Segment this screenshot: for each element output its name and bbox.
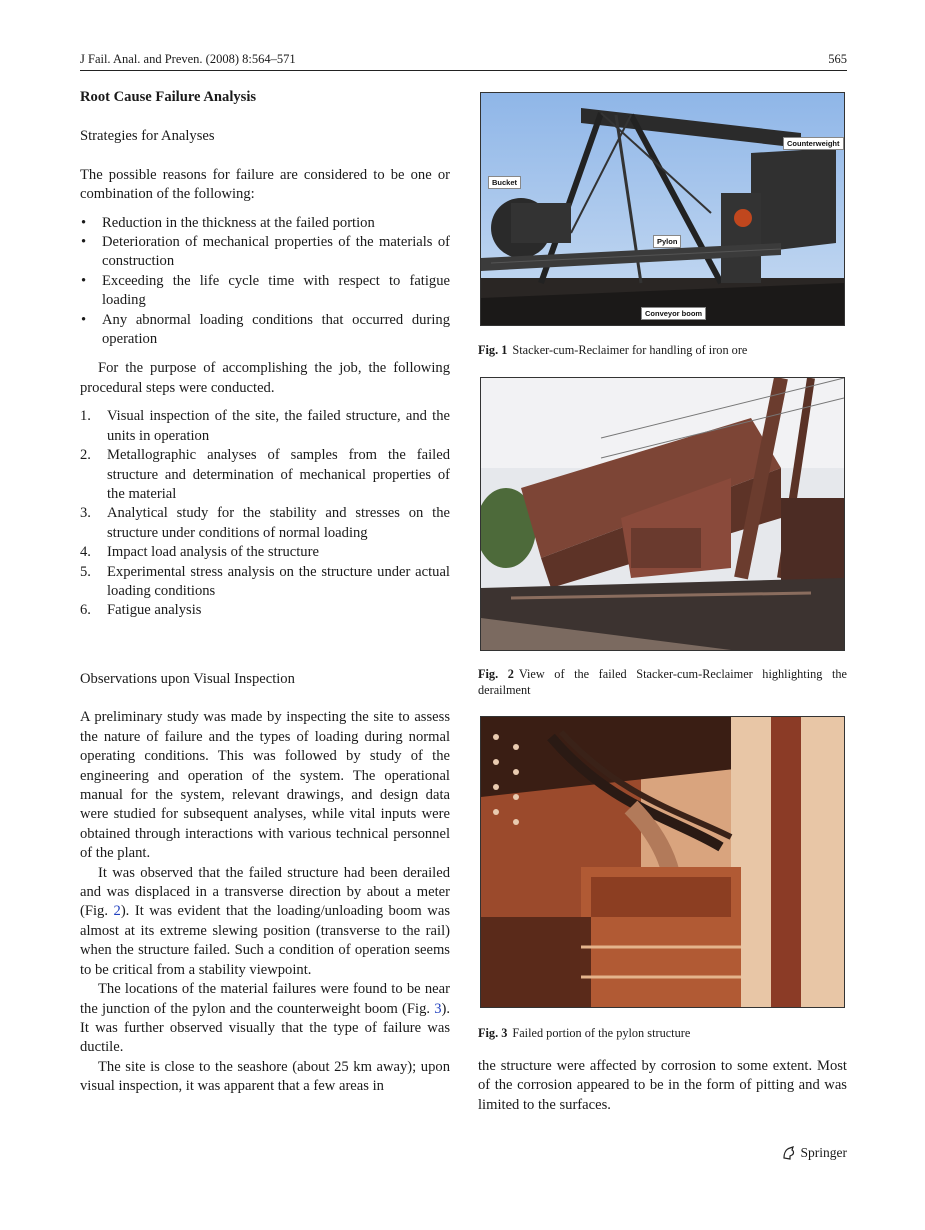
intro-paragraph: The possible reasons for failure are considered to be one or combination of the following: [80, 166, 450, 203]
step-number: 3. [80, 505, 91, 522]
obs-paragraph [80, 980, 450, 1058]
list-item: • Deterioration of mechanical properties of the materials of construction [80, 233, 450, 272]
caption-text: Stacker-cum-Reclaimer for handling of iron ore [512, 343, 748, 357]
left-column [80, 88, 450, 621]
springer-horse-icon [781, 1145, 797, 1161]
list-item: • Any abnormal loading conditions that occurred during operation [80, 311, 450, 350]
callout-counterweight: Counterweight [783, 137, 844, 150]
figure-2-image [480, 377, 845, 651]
list-item: • Exceeding the life cycle time with respect to fatigue loading [80, 272, 450, 311]
obs-text: ). It was further observed visually that the type of failure was ductile. [80, 1000, 450, 1056]
steps-intro: For the purpose of accomplishing the job, the following procedural steps were conducted. [80, 360, 450, 396]
callout-pylon: Pylon [653, 235, 681, 248]
list-item [80, 504, 450, 543]
figure-label: Fig. 2 [478, 667, 514, 681]
step-text: Metallographic analyses of samples from the failed structure and determination of mechanical properties of the material [107, 447, 450, 502]
callout-conveyor-boom: Conveyor boom [641, 307, 706, 320]
reasons-list [80, 214, 450, 350]
step-number: 2. [80, 447, 91, 464]
obs-text: It was observed that the failed structure had been derailed and was displaced in a transverse direction by about a meter (Fig. [80, 864, 450, 920]
list-item [80, 407, 450, 446]
caption-text: View of the failed Stacker-cum-Reclaimer highlighting the derailment [478, 667, 847, 697]
step-text: Visual inspection of the site, the failed structure, and the units in operation [107, 408, 450, 444]
list-item [80, 601, 450, 620]
obs-text: ). It was evident that the loading/unloading boom was almost at its extreme slewing position (transverse to the rail) when the structure failed. Such a condition of operation seems to be critical from a stability viewpoint. [80, 903, 451, 978]
obs-paragraph: The site is close to the seashore (about 25 km away); upon visual inspection, it was apparent that a few areas in [80, 1058, 450, 1095]
figure-2-caption [478, 666, 847, 698]
derailed-structure-photo [481, 378, 844, 650]
publisher-name: Springer [800, 1145, 847, 1160]
figure-label: Fig. 1 [478, 343, 508, 357]
step-text: Fatigue analysis [107, 602, 202, 619]
list-item [80, 563, 450, 602]
section-title: Root Cause Failure Analysis [80, 89, 257, 105]
step-number: 1. [80, 408, 91, 425]
step-number: 5. [80, 563, 91, 580]
figure-label: Fig. 3 [478, 1026, 508, 1040]
figure-2-link[interactable]: 2 [113, 903, 121, 920]
step-number: 6. [80, 602, 91, 619]
step-text: Analytical study for the stability and stresses on the structure under conditions of normal loading [107, 505, 450, 541]
step-number: 4. [80, 544, 91, 561]
figure-1-caption [478, 342, 847, 358]
list-item: • Reduction in the thickness at the failed portion [80, 214, 450, 233]
publisher-footer [781, 1145, 848, 1161]
continuation-paragraph: the structure were affected by corrosion to some extent. Most of the corrosion appeared to be in the form of pitting and was limited to the surfaces. [478, 1058, 847, 1113]
subsection-strategies: Strategies for Analyses [80, 128, 215, 145]
figure-3-image [480, 716, 845, 1008]
subsection-observations: Observations upon Visual Inspection [80, 671, 295, 687]
step-text: Impact load analysis of the structure [107, 544, 319, 561]
running-header [80, 50, 847, 71]
caption-text: Failed portion of the pylon structure [512, 1026, 691, 1040]
obs-paragraph: A preliminary study was made by inspecting the site to assess the nature of failure and the types of loading during normal operating conditions. This was followed by study of the engineering and operation of the system. The operational manual for the system, relevant drawings, and design data were studied for subsequent analyses, while vital inputs were obtained through interactions with various technical personnel of the plant. [80, 709, 450, 862]
figure-1-image [480, 92, 845, 326]
callout-bucket: Bucket [488, 176, 521, 189]
right-column-continuation [478, 1057, 847, 1115]
steps-list [80, 407, 450, 620]
figure-3-link[interactable]: 3 [434, 1000, 442, 1017]
stacker-reclaimer-photo [481, 93, 844, 325]
pylon-failure-photo [481, 717, 844, 1007]
obs-paragraph [80, 864, 450, 980]
page-number: 565 [828, 52, 847, 66]
obs-text: The locations of the material failures were found to be near the junction of the pylon and the counterweight boom (Fig. [80, 981, 450, 1017]
step-text: Experimental stress analysis on the structure under actual loading conditions [107, 563, 450, 599]
list-item [80, 446, 450, 504]
journal-citation: J Fail. Anal. and Preven. (2008) 8:564–571 [80, 52, 296, 66]
figure-3-caption [478, 1025, 847, 1041]
list-item [80, 543, 450, 562]
left-column-observations [80, 670, 450, 1097]
